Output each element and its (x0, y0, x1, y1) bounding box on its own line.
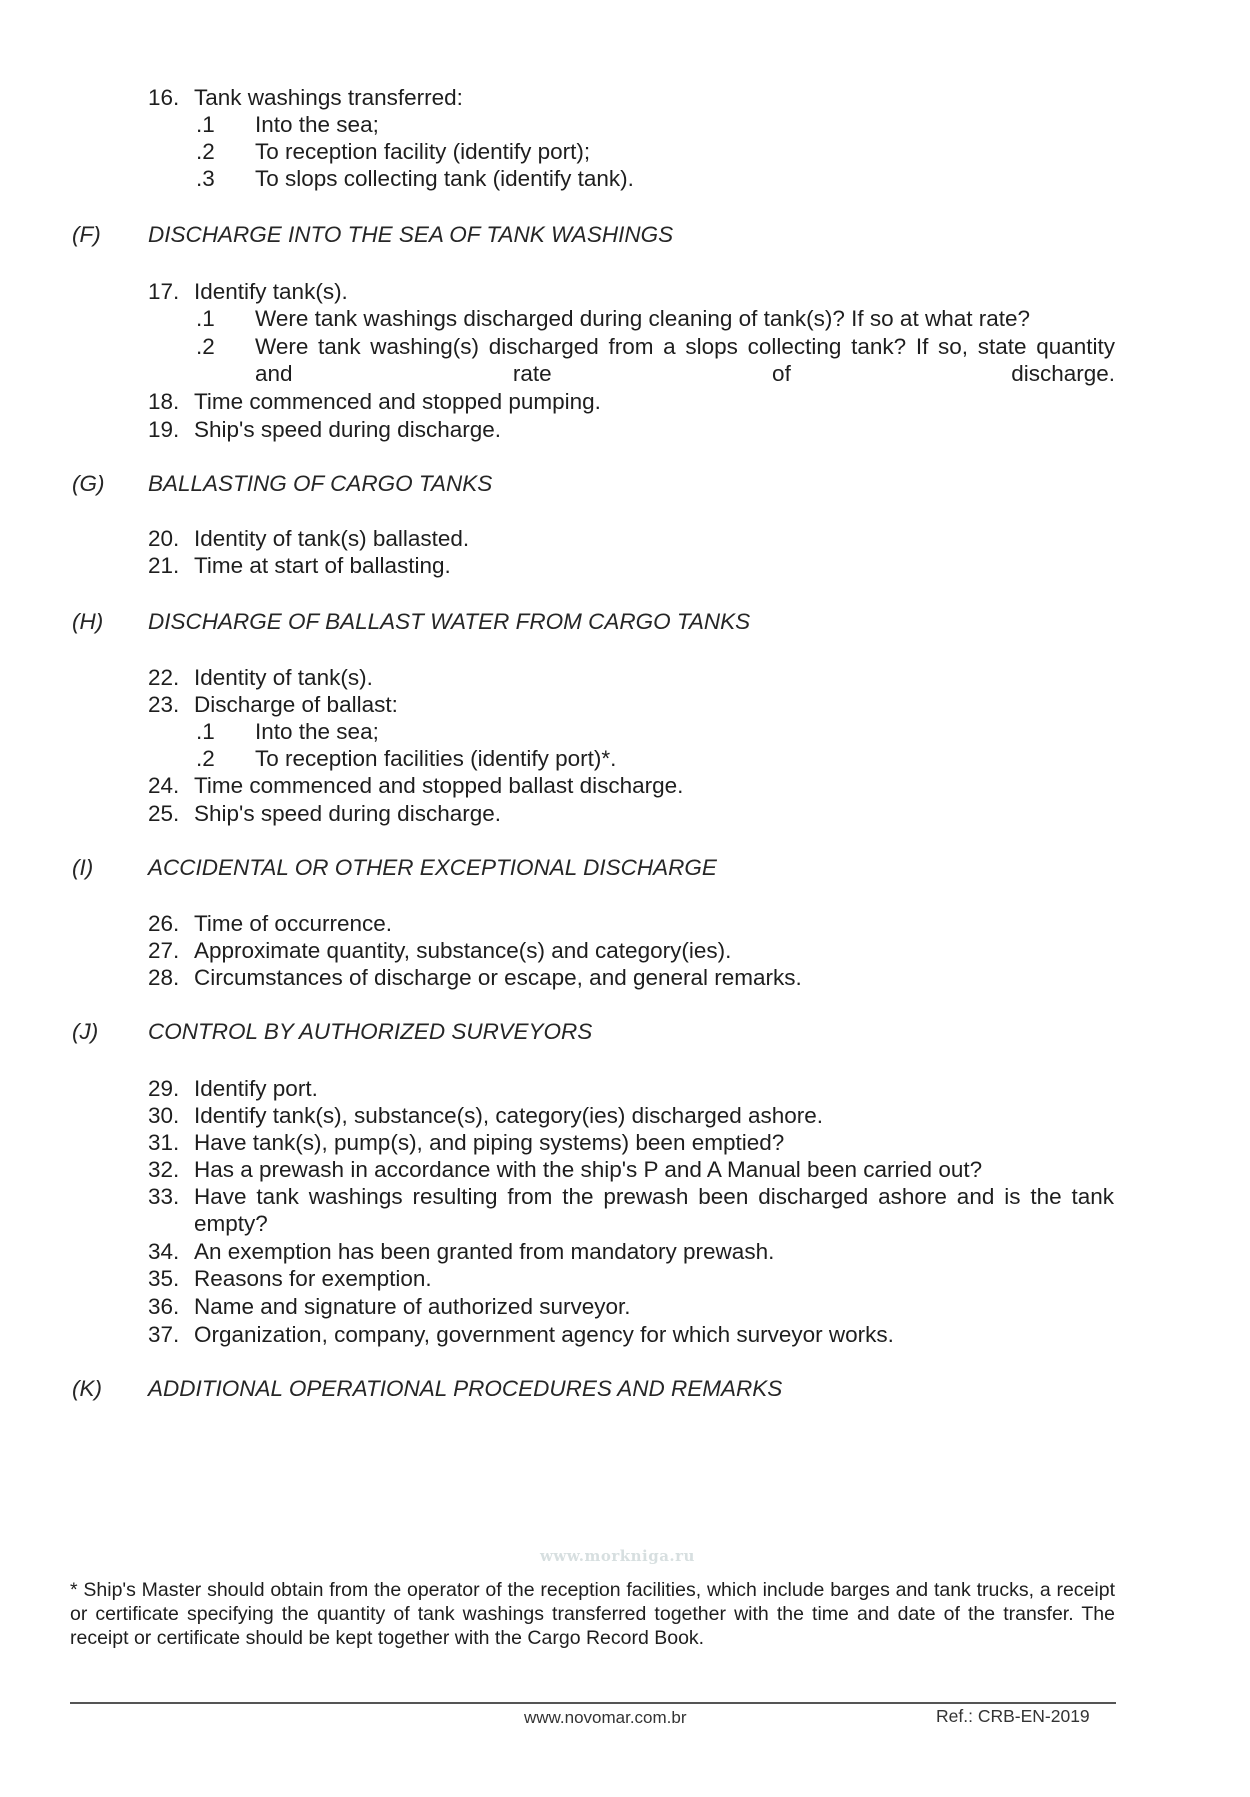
section-title-f: DISCHARGE INTO THE SEA OF TANK WASHINGS (148, 222, 674, 247)
section-title-i: ACCIDENTAL OR OTHER EXCEPTIONAL DISCHARGE (148, 855, 717, 880)
document-page: 16. Tank washings transferred: .1 Into the sea; .2 To reception facility (identify port); .3 To slops collecting tank (identify tank). (F) DISCHARGE INTO THE SEA OF TANK WASHINGS 17. Identify tank(s). .1 Were tank washings discharged during cleaning of tank(s)? If so at what rate? .2 Were tank washing(s) discharged from a slops collecting tank? If so, state quantity and rate of discharge. 18. Time commenced and stopped pumping. 19. Ship's speed during discharge. (G) BALLASTING OF CARGO TANKS 20. Identity of tank(s) ballasted. 21. Time at start of ballasting. (H) DISCHARGE OF BALLAST WATER FROM CARGO TANKS 22. Identity of tank(s). 23. Discharge of ballast: .1 Into the sea; .2 To reception facilities (identify port)*. 24. Time commenced and stopped ballast discharge. 25. Ship's speed during discharge. (I) ACCIDENTAL OR OTHER EXCEPTIONAL DISCHARGE 26. Time of occurrence. 27. Approximate quantity, substance(s) and category(ies). 28. Circumstances of discharge or escape, and general remarks. (J) CONTROL BY AUTHORIZED SURVEYORS 29. Identify port. 30. Identify tank(s), substance(s), category(ies) discharged ashore. 31. Have tank(s), pump(s), and piping systems) been emptied? 32. Has a prewash in accordance with the ship's P and A Manual been carried out? 33. Have tank washings resulting from the prewash been discharged ashore and is the tank empty? 34. An exemption has been granted from mandatory prewash. 35. Reasons for exemption. 36. Name and signature of authorized surveyor. 37. Organization, company, government agency for which surveyor works. (K) ADDITIONAL OPERATIONAL PROCEDURES AND REMARKS www.morkniga.ru * Ship's Master should obtain from the operator of the reception facilities, which include barges and tank trucks, a receipt or certificate specifying the quantity of tank washings transferred together with the time and date of the transfer. The receipt or certificate should be kept together with the Cargo Record Book. www.novomar.com.br Ref.: CRB-EN-2019 (70, 85, 1115, 1727)
footnote: * Ship's Master should obtain from the operator of the reception facilities, which include barges and tank trucks, a receipt or certificate specifying the quantity of tank washings transferred together with the time and date of the transfer. The receipt or certificate should be kept together with the Cargo Record Book. (70, 1579, 1115, 1649)
section-letter-k: (K) (72, 1376, 102, 1401)
footer-website: www.novomar.com.br (524, 1708, 687, 1727)
section-letter-f: (F) (72, 222, 101, 247)
section-title-k: ADDITIONAL OPERATIONAL PROCEDURES AND REMARKS (148, 1376, 783, 1401)
section-letter-i: (I) (72, 855, 94, 880)
section-letter-j: (J) (72, 1019, 99, 1044)
section-letter-g: (G) (72, 471, 105, 496)
section-title-h: DISCHARGE OF BALLAST WATER FROM CARGO TANKS (148, 609, 751, 634)
footer-reference: Ref.: CRB-EN-2019 (936, 1706, 1090, 1726)
section-title-g: BALLASTING OF CARGO TANKS (148, 471, 493, 496)
watermark: www.morkniga.ru (540, 1547, 695, 1565)
section-letter-h: (H) (72, 609, 104, 634)
footer-divider (70, 1702, 1116, 1704)
section-title-j: CONTROL BY AUTHORIZED SURVEYORS (148, 1019, 593, 1044)
